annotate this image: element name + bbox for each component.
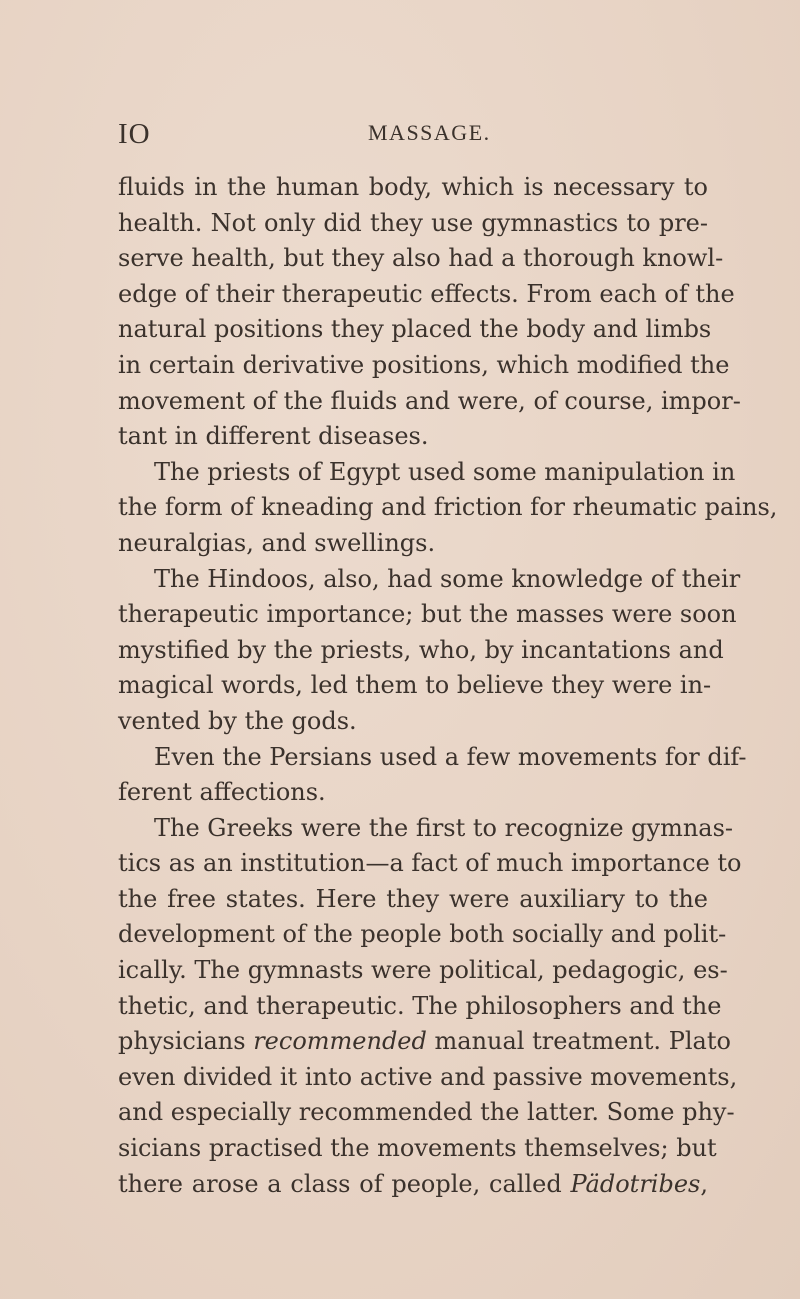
text-line: ically. The gymnasts were political, pedagogic, es- [118, 956, 728, 985]
text-line: The Greeks were the first to recognize gymnas- [154, 813, 734, 842]
text-line: thetic, and therapeutic. The philosophers and the [118, 991, 722, 1020]
text-line: sicians practised the movements themselves; but [118, 1134, 717, 1163]
text-line: edge of their therapeutic effects. From each of the [118, 279, 735, 308]
text-line: and especially recommended the latter. Some phy- [118, 1098, 735, 1127]
text-fragment: physicians [118, 1027, 254, 1056]
text-line: health. Not only did they use gymnastics to pre- [118, 208, 708, 237]
text-line: tics as an institution—a fact of much importance to [118, 849, 742, 878]
text-line [118, 1167, 708, 1203]
running-head [118, 118, 728, 154]
text-line: movement of the fluids and were, of course, impor- [118, 386, 741, 415]
text-line: even divided it into active and passive movements, [118, 1062, 738, 1091]
text-line: serve health, but they also had a thorough knowl- [118, 244, 724, 273]
text-line: in certain derivative positions, which modified the [118, 350, 730, 379]
text-line: tant in different diseases. [118, 422, 429, 451]
page-number: IO [118, 118, 151, 150]
text-line: development of the people both socially and polit- [118, 920, 727, 949]
text-line: The Hindoos, also, had some knowledge of their [154, 564, 741, 593]
text-line: vented by the gods. [118, 706, 357, 735]
text-line: natural positions they placed the body and limbs [118, 315, 712, 344]
text-line: the form of kneading and friction for rheumatic pains, [118, 493, 778, 522]
text-line: mystified by the priests, who, by incantations and [118, 635, 724, 664]
text-fragment: there arose a class of people, called [118, 1169, 571, 1198]
text-fragment: manual treatment. Plato [426, 1027, 731, 1056]
running-title: MASSAGE. [368, 120, 491, 145]
text-line: ferent affections. [118, 778, 326, 807]
text-fragment: , [700, 1169, 708, 1198]
text-line: Even the Persians used a few movements for dif- [154, 742, 747, 771]
text-line: therapeutic importance; but the masses were soon [118, 600, 737, 629]
text-line: The priests of Egypt used some manipulation in [154, 457, 736, 486]
text-line [118, 1024, 731, 1060]
italic-word: recommended [253, 1027, 427, 1056]
text-line: the free states. Here they were auxiliary to the [118, 884, 708, 913]
text-line: magical words, led them to believe they were in- [118, 671, 712, 700]
body-text [118, 170, 778, 1202]
text-line: fluids in the human body, which is necessary to [118, 173, 708, 201]
text-line: neuralgias, and swellings. [118, 528, 436, 557]
italic-word: Pädotribes [570, 1169, 701, 1198]
